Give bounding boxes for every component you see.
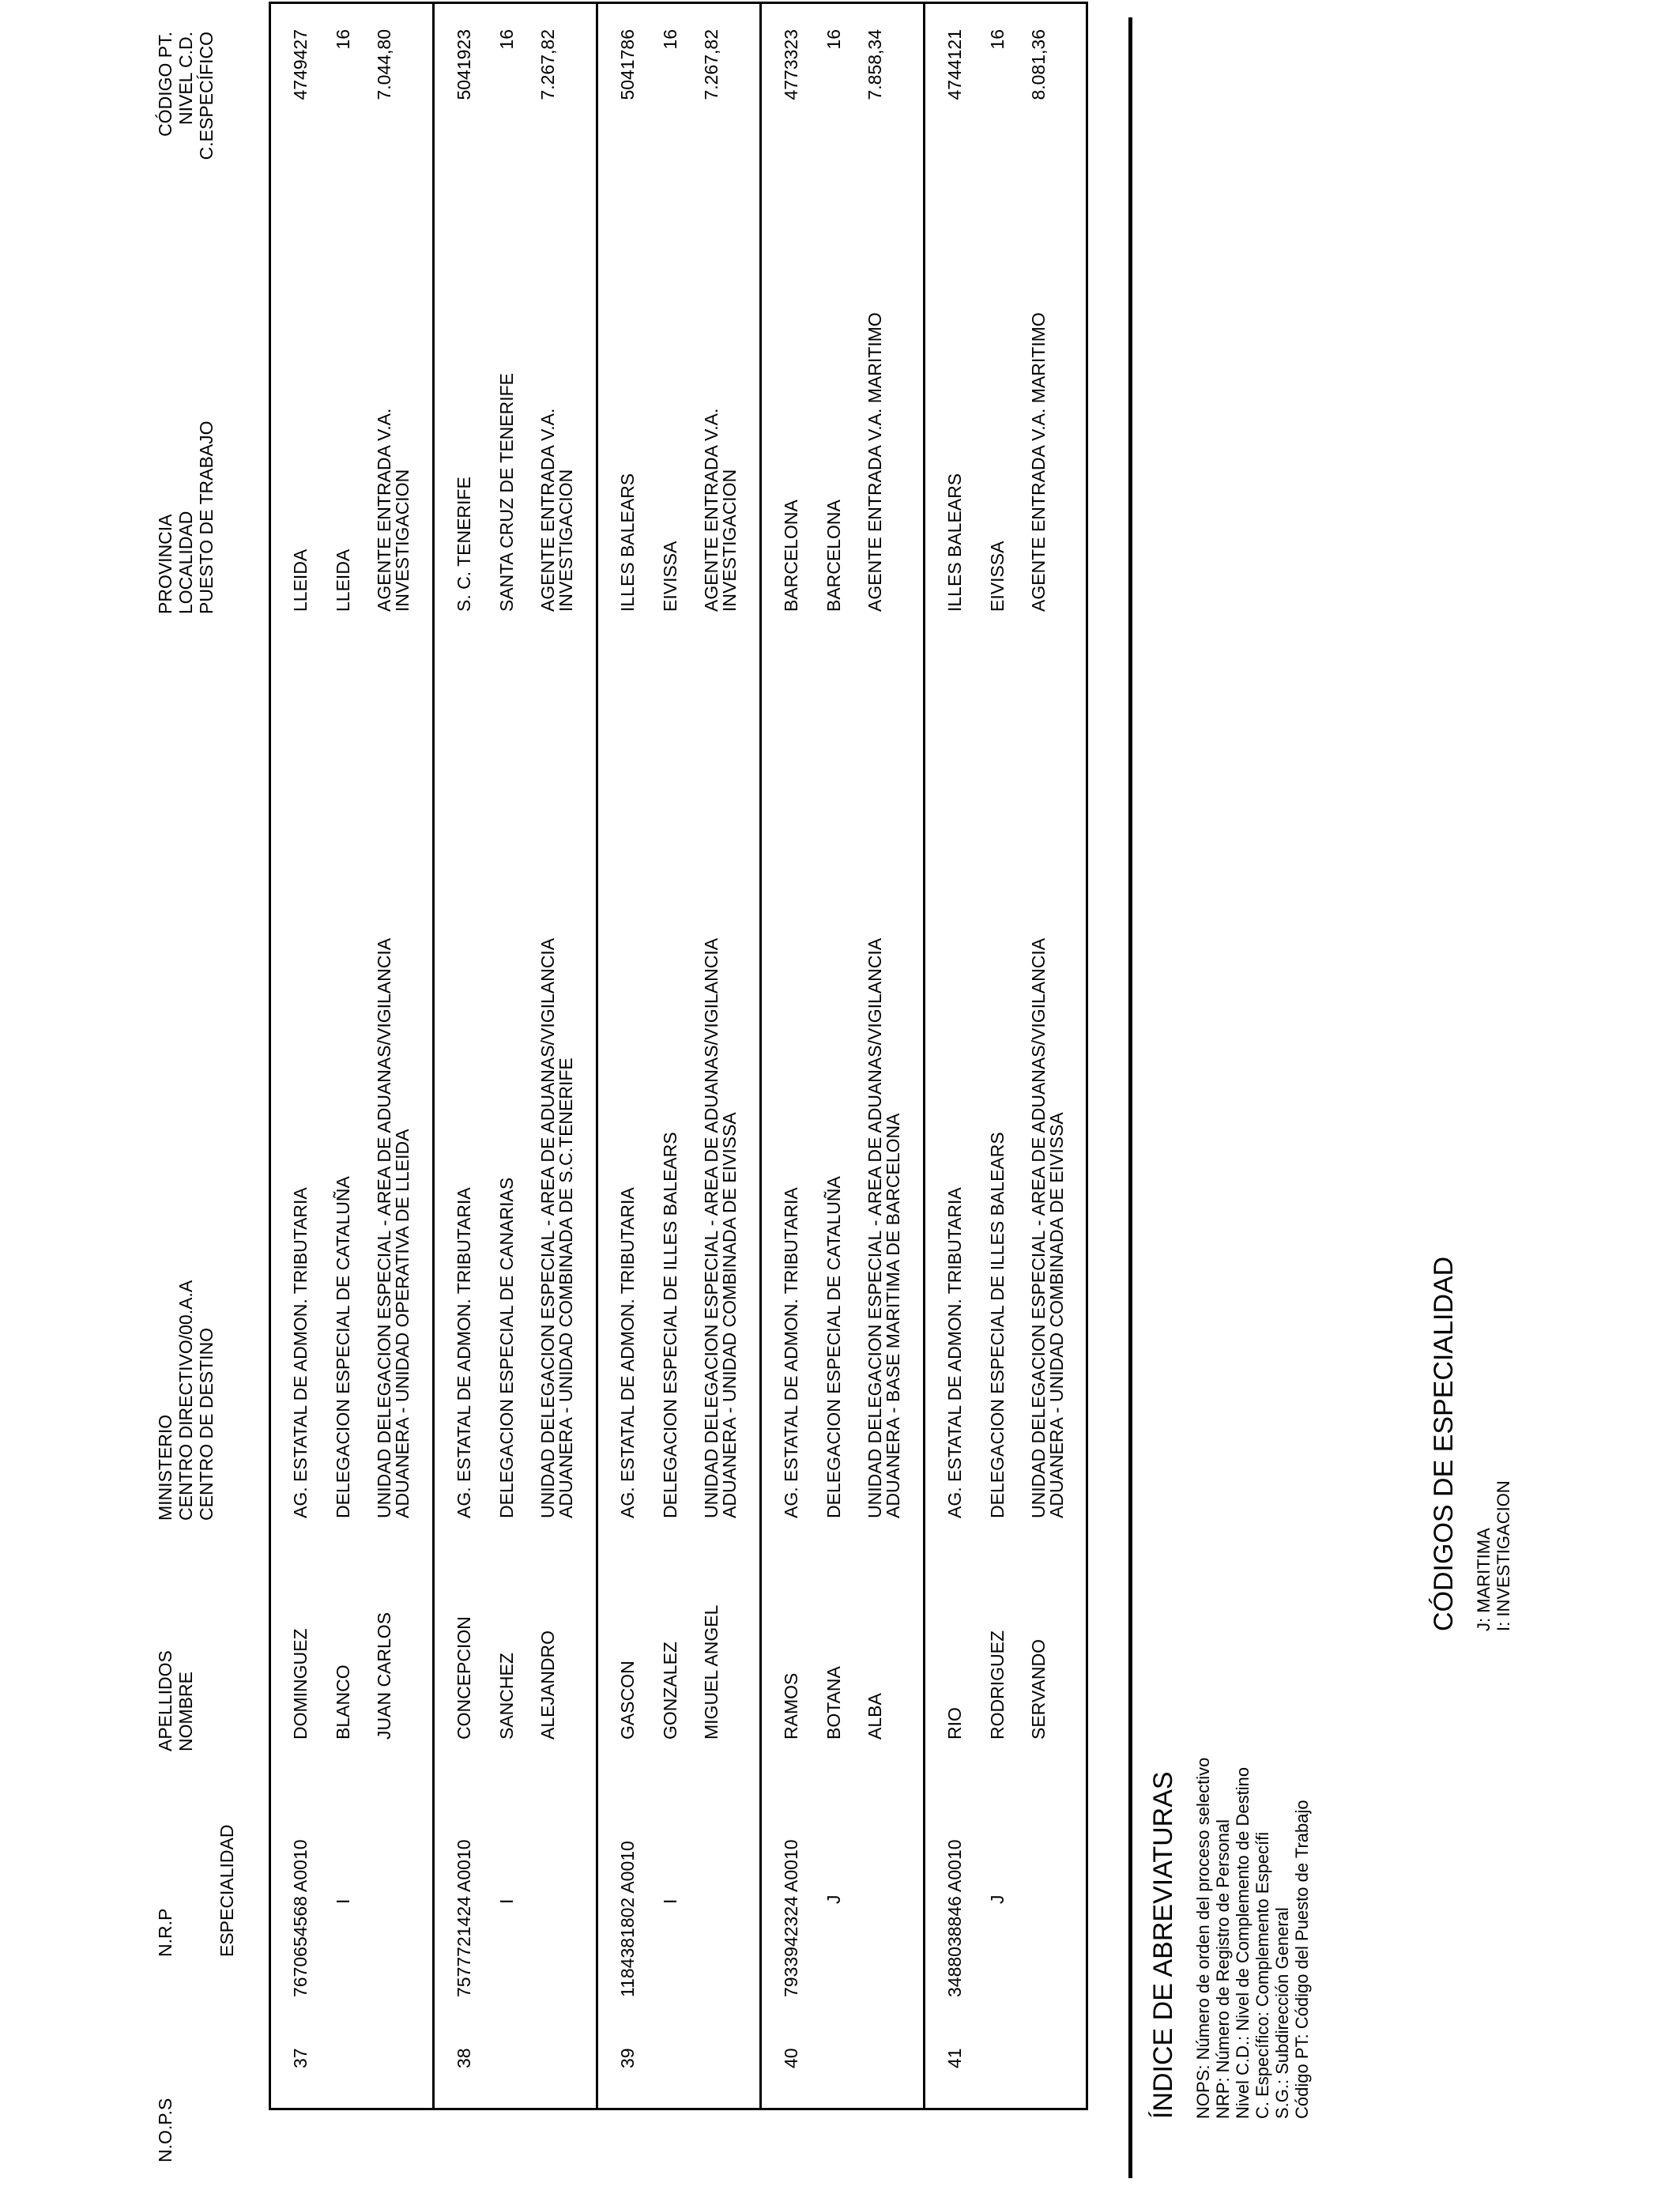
cell-apellido1: DOMINGUEZ [290,1628,311,1740]
cell-nops: 41 [944,2048,965,2068]
bottom-divider [1128,17,1132,2178]
header-especialidad [217,1825,237,1957]
cell-centro-directivo: DELEGACION ESPECIAL DE ILLES BALEARS [987,1132,1008,1518]
cell-nivel-cd: 16 [333,29,353,50]
cell-apellido1: CONCEPCION [454,1616,474,1740]
header-provincia-label: PROVINCIA [155,514,175,614]
cell-puesto-1: AGENTE ENTRADA V.A. [537,408,558,612]
cell-nops: 38 [454,2048,474,2068]
cell-ministerio: AG. ESTATAL DE ADMON. TRIBUTARIA [944,1187,965,1518]
cell-nrp: 7933942324 A0010 [781,1839,801,1997]
cell-localidad: LLEIDA [333,548,353,612]
header-centro-destino-label: CENTRO DE DESTINO [196,1327,217,1521]
cell-centro-destino-2: ADUANERA - BASE MARITIMA DE BARCELONA [883,1113,903,1518]
table-row [598,4,762,2108]
cell-especialidad: I [660,1898,680,1904]
header-c-especifico-label: C.ESPECÍFICO [196,32,217,160]
cell-ministerio: AG. ESTATAL DE ADMON. TRIBUTARIA [781,1187,801,1518]
cell-nrp: 3488038846 A0010 [944,1839,965,1997]
abreviatura-line: C. Específico: Complemento Específi [1252,1831,1272,2119]
cell-provincia: BARCELONA [781,499,801,612]
cell-nivel-cd: 16 [823,29,844,50]
cell-puesto-1: AGENTE ENTRADA V.A. [701,408,721,612]
cell-localidad: SANTA CRUZ DE TENERIFE [496,372,517,612]
cell-codigo-pt: 4773323 [781,29,801,100]
cell-c-especifico: 7.858,34 [864,29,885,100]
header-nrp-label: N.R.P [155,1908,175,1957]
abreviatura-line: S.G.: Subdirección General [1272,1907,1292,2119]
header-nivel-cd-label: NIVEL C.D. [175,32,196,126]
cell-puesto-2: INVESTIGACION [392,469,412,612]
header-codigo [155,32,217,202]
cell-centro-directivo: DELEGACION ESPECIAL DE CATALUÑA [823,1176,844,1518]
header-puesto-label: PUESTO DE TRABAJO [196,420,217,614]
abreviatura-line: Nivel C.D.: Nivel de Complemento de Destino [1233,1766,1252,2119]
cell-nops: 40 [781,2048,801,2068]
header-apellidos-label: APELLIDOS [155,1650,175,1751]
especialidad-line: I: INVESTIGACION [1494,1480,1513,1631]
cell-provincia: LLEIDA [290,548,311,612]
header-localidad-label: LOCALIDAD [175,511,196,614]
header-codigo-pt-label: CÓDIGO PT. [155,32,175,137]
cell-provincia: S. C. TENERIFE [454,477,474,612]
cell-c-especifico: 8.081,36 [1028,29,1049,100]
cell-puesto-1: AGENTE ENTRADA V.A. MARITIMO [864,312,885,612]
cell-ministerio: AG. ESTATAL DE ADMON. TRIBUTARIA [617,1187,638,1518]
cell-nrp: 1184381802 A0010 [617,1841,638,1997]
header-ministerio [155,1280,217,1521]
cell-nrp: 7577721424 A0010 [454,1839,474,1997]
cell-apellido1: RAMOS [781,1672,801,1740]
cell-nrp: 7670654568 A0010 [290,1839,311,1997]
header-nrp [155,1909,175,1957]
abreviatura-line: NOPS: Número de orden del proceso selectivo [1193,1757,1213,2119]
table-row [925,4,1086,2108]
cell-centro-destino-1: UNIDAD DELEGACION ESPECIAL - AREA DE ADUANAS/VIGILANCIA [864,937,885,1518]
cell-nombre: MIGUEL ANGEL [701,1604,721,1740]
cell-centro-directivo: DELEGACION ESPECIAL DE CANARIAS [496,1177,517,1518]
abreviatura-line: NRP: Número de Registro de Personal [1213,1819,1233,2119]
cell-codigo-pt: 4744121 [944,29,965,100]
cell-apellido1: GASCON [617,1661,638,1740]
cell-nombre: JUAN CARLOS [374,1612,394,1740]
cell-puesto-1: AGENTE ENTRADA V.A. [374,408,394,612]
table-row [435,4,598,2108]
cell-centro-destino-2: ADUANERA - UNIDAD COMBINADA DE EIVISSA [719,1112,740,1518]
cell-nivel-cd: 16 [660,29,680,50]
header-apellidos [155,1650,196,1751]
cell-codigo-pt: 4749427 [290,29,311,100]
cell-centro-destino-1: UNIDAD DELEGACION ESPECIAL - AREA DE ADUANAS/VIGILANCIA [701,937,721,1518]
cell-nombre: ALEJANDRO [537,1630,558,1740]
especialidad-line: J: MARITIMA [1474,1528,1494,1631]
table-row [762,4,925,2108]
cell-localidad: EIVISSA [987,541,1008,612]
cell-puesto-2: INVESTIGACION [719,469,740,612]
cell-centro-destino-1: UNIDAD DELEGACION ESPECIAL - AREA DE ADUANAS/VIGILANCIA [537,937,558,1518]
cell-centro-destino-2: ADUANERA - UNIDAD COMBINADA DE S.C.TENERIFE [556,1057,576,1518]
cell-ministerio: AG. ESTATAL DE ADMON. TRIBUTARIA [454,1187,474,1518]
table-row [271,4,435,2108]
cell-centro-directivo: DELEGACION ESPECIAL DE CATALUÑA [333,1176,353,1518]
cell-centro-directivo: DELEGACION ESPECIAL DE ILLES BALEARS [660,1132,680,1518]
data-table [269,2,1088,2110]
cell-localidad: BARCELONA [823,499,844,612]
cell-codigo-pt: 5041786 [617,29,638,100]
cell-codigo-pt: 5041923 [454,29,474,100]
cell-localidad: EIVISSA [660,541,680,612]
cell-nombre: ALBA [864,1693,885,1740]
header-nops [155,2098,175,2162]
especialidad-title: CÓDIGOS DE ESPECIALIDAD [1429,1256,1459,1631]
cell-c-especifico: 7.267,82 [701,29,721,100]
cell-centro-destino-1: UNIDAD DELEGACION ESPECIAL - AREA DE ADUANAS/VIGILANCIA [1028,937,1049,1518]
cell-provincia: ILLES BALEARS [617,473,638,612]
cell-apellido1: RIO [944,1707,965,1740]
cell-apellido2: BLANCO [333,1664,353,1740]
cell-especialidad: J [987,1894,1008,1904]
cell-especialidad: I [496,1898,517,1904]
cell-nivel-cd: 16 [987,29,1008,50]
cell-provincia: ILLES BALEARS [944,473,965,612]
header-provincia [155,420,217,614]
cell-especialidad: I [333,1898,353,1904]
abreviatura-line: Código PT: Código del Puesto de Trabajo [1292,1800,1312,2119]
abreviaturas-title: ÍNDICE DE ABREVIATURAS [1148,1771,1178,2119]
header-ministerio-label: MINISTERIO [155,1414,175,1521]
cell-especialidad: J [823,1894,844,1904]
cell-nops: 37 [290,2048,311,2068]
cell-centro-destino-2: ADUANERA - UNIDAD COMBINADA DE EIVISSA [1046,1112,1067,1518]
header-nops-label: N.O.P.S [155,2098,175,2162]
cell-centro-destino-2: ADUANERA - UNIDAD OPERATIVA DE LLEIDA [392,1129,412,1518]
cell-nops: 39 [617,2048,638,2068]
cell-apellido2: RODRIGUEZ [987,1630,1008,1740]
cell-c-especifico: 7.044,80 [374,29,394,100]
cell-ministerio: AG. ESTATAL DE ADMON. TRIBUTARIA [290,1187,311,1518]
header-especialidad-label: ESPECIALIDAD [217,1824,237,1957]
cell-puesto-2: INVESTIGACION [556,469,576,612]
cell-apellido2: GONZALEZ [660,1642,680,1740]
cell-apellido2: BOTANA [823,1666,844,1740]
cell-nivel-cd: 16 [496,29,517,50]
cell-apellido2: SANCHEZ [496,1653,517,1740]
header-nombre-label: NOMBRE [175,1672,196,1751]
cell-c-especifico: 7.267,82 [537,29,558,100]
cell-nombre: SERVANDO [1028,1639,1049,1740]
header-centro-directivo-label: CENTRO DIRECTIVO/00.A.A [175,1280,196,1521]
cell-puesto-1: AGENTE ENTRADA V.A. MARITIMO [1028,312,1049,612]
cell-centro-destino-1: UNIDAD DELEGACION ESPECIAL - AREA DE ADUANAS/VIGILANCIA [374,937,394,1518]
